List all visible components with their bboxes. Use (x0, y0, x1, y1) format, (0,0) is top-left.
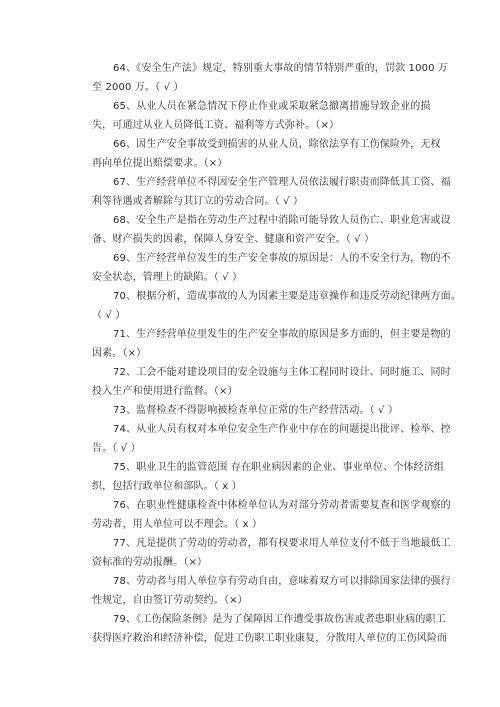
question-first-line: 68、安全生产是指在劳动生产过程中消除可能导致人员伤亡、职业危害或设 (113, 215, 451, 226)
question-first-line: 77、凡是提供了劳动的劳动者，都有权要求用人单位支付不低于当地最低工 (113, 538, 451, 549)
question-first-line: 75、职业卫生的监管范围 存在职业病因素的企业、事业单位、个体经济组 (113, 462, 445, 473)
question-item (92, 176, 451, 208)
question-item (92, 290, 461, 322)
question-continuation-line: 劳动者，用人单位可以不理会。（ x ） (92, 519, 263, 530)
question-item (92, 537, 451, 569)
document-body (92, 62, 461, 645)
question-item (92, 613, 448, 645)
question-first-line: 65、从业人员在紧急情况下停止作业或采取紧急撤离措施导致企业的损 (113, 101, 431, 112)
question-continuation-line: （ √ ） (92, 310, 126, 321)
question-item (92, 100, 431, 132)
question-item (92, 423, 451, 455)
question-item (92, 366, 451, 398)
question-continuation-line: 因素。（×） (92, 348, 147, 359)
question-continuation-line: 织，包括行政单位和部队。（ x ） (92, 481, 242, 492)
question-continuation-line: 安全状态，管理上的缺陷。（ √ ） (92, 272, 243, 283)
question-continuation-line: 利等待遇或者解除与其订立的劳动合同。（ √ ） (92, 196, 304, 207)
question-item (92, 252, 451, 284)
question-first-line: 70、根据分析，造成事故的人为因素主要是违章操作和违反劳动纪律两方面。 (113, 291, 461, 302)
question-first-line: 71、生产经营单位里发生的生产安全事故的原因是多方面的，但主要是物的 (113, 329, 451, 340)
question-item (92, 404, 412, 417)
question-first-line: 73、监督检查不得影响被检查单位正常的生产经营活动。（ √ ） (113, 405, 399, 416)
question-continuation-line: 投入生产和使用进行监督。（×） (92, 386, 238, 397)
question-item (92, 214, 451, 246)
question-first-line: 72、工会不能对建设项目的安全设施与主体工程同时设计、同时施工、同时 (113, 367, 451, 378)
question-item (92, 138, 441, 170)
question-first-line: 69、生产经营单位发生的生产安全事故的原因是：人的不安全行为，物的不 (113, 253, 451, 264)
question-continuation-line: 再向单位提出赔偿要求。（×） (92, 158, 228, 169)
question-item (92, 328, 451, 360)
question-first-line: 76、在职业性健康检查中体检单位认为对部分劳动者需要复查和医学观察的 (113, 500, 451, 511)
question-item (92, 62, 449, 94)
question-item (92, 461, 445, 493)
question-continuation-line: 资标准的劳动报酬。（×） (92, 557, 208, 568)
question-first-line: 79、《工伤保险条例》是为了保障因工作遭受事故伤害或者患职业病的职工 (113, 614, 446, 625)
question-continuation-line: 获得医疗救治和经济补偿，促进工伤职工职业康复，分散用人单位的工伤风险而 (92, 633, 448, 644)
question-item (92, 575, 451, 607)
question-continuation-line: 至 2000 万。（ √ ） (92, 82, 184, 93)
question-first-line: 74、从业人员有权对本单位安全生产作业中存在的问题提出批评、检举、控 (113, 424, 451, 435)
question-first-line: 78、劳动者与用人单位享有劳动自由，意味着双方可以排除国家法律的强行 (113, 576, 451, 587)
question-continuation-line: 性规定，自由签订劳动契约。（×） (92, 595, 248, 606)
question-first-line: 64、《安全生产法》规定，特别重大事故的情节特别严重的，罚款 1000 万 (113, 63, 449, 74)
question-continuation-line: 备、财产损失的因素，保障人身安全、健康和资产安全。（ √ ） (92, 234, 375, 245)
question-continuation-line: 失，可通过从业人员降低工资、福利等方式弥补。（×） (92, 120, 340, 131)
question-continuation-line: 告。（ √ ） (92, 443, 141, 454)
question-first-line: 66、因生产安全事故受到损害的从业人员，除依法享有工伤保险外，无权 (113, 139, 441, 150)
question-item (92, 499, 451, 531)
question-first-line: 67、生产经营单位不得因安全生产管理人员依法履行职责而降低其工资、福 (113, 177, 451, 188)
